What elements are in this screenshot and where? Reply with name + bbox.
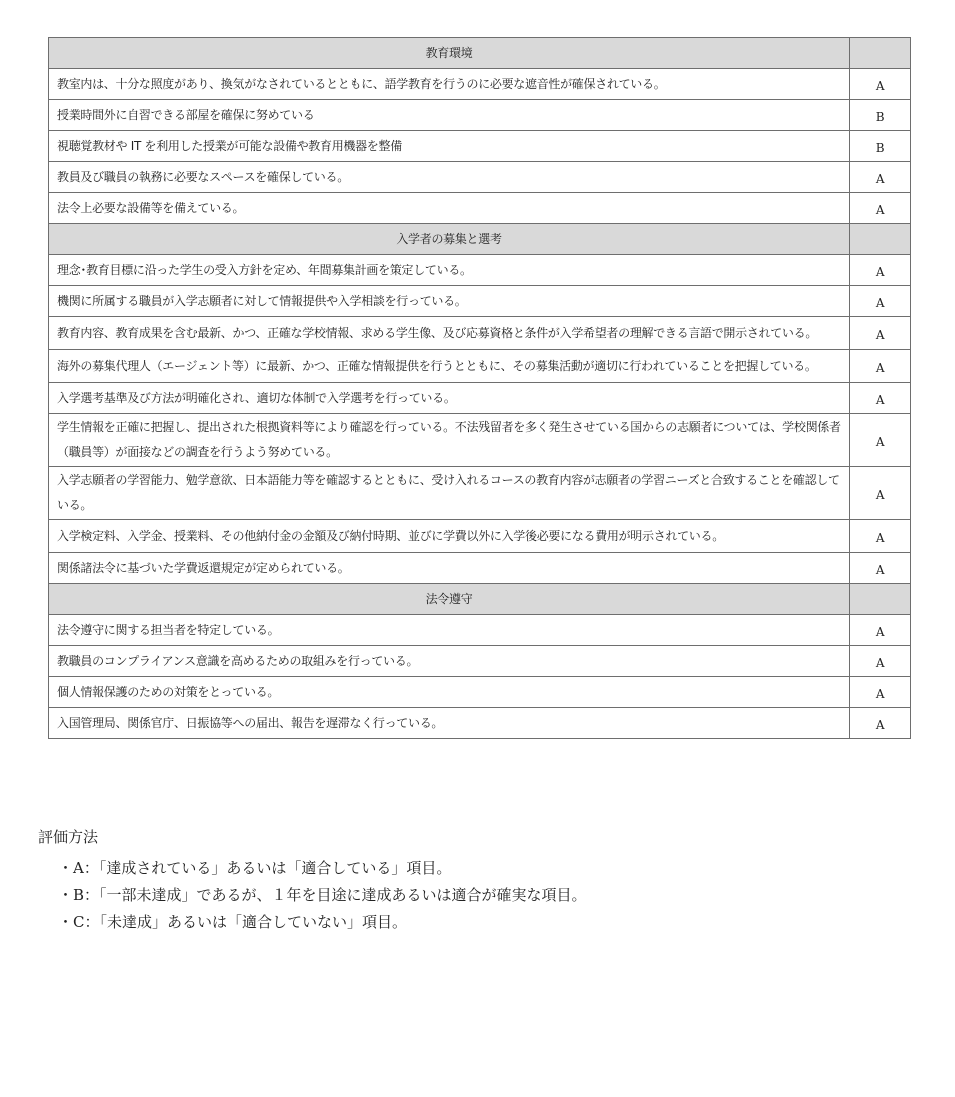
section-title: 法令遵守 [49, 584, 850, 615]
table-row [49, 414, 911, 467]
item-grade: A [850, 69, 911, 100]
table-row [49, 193, 911, 224]
table-row [49, 100, 911, 131]
item-text: 法令上必要な設備等を備えている。 [49, 193, 850, 224]
section-header-row [49, 38, 911, 69]
item-grade: A [850, 414, 911, 467]
evaluation-legend [38, 826, 587, 936]
item-grade: A [850, 317, 911, 350]
legend-line-a: ・A：「達成されている」あるいは「適合している」項目。 [58, 859, 452, 877]
table-row [49, 520, 911, 553]
item-text: 入学検定料、入学金、授業料、その他納付金の金額及び納付時期、並びに学費以外に入学後必要になる費用が明示されている。 [49, 520, 850, 553]
item-grade: A [850, 708, 911, 739]
item-grade: A [850, 553, 911, 584]
item-text: 機関に所属する職員が入学志願者に対して情報提供や入学相談を行っている。 [49, 286, 850, 317]
table-row [49, 467, 911, 520]
item-grade: B [850, 131, 911, 162]
item-text: 入学志願者の学習能力、勉学意欲、日本語能力等を確認するとともに、受け入れるコースの教育内容が志願者の学習ニーズと合致することを確認している。 [49, 467, 850, 520]
legend-line-c: ・C：「未達成」あるいは「適合していない」項目。 [58, 913, 407, 931]
table-row [49, 350, 911, 383]
item-grade: A [850, 350, 911, 383]
table-row [49, 677, 911, 708]
item-grade: A [850, 162, 911, 193]
item-text: 教職員のコンプライアンス意識を高めるための取組みを行っている。 [49, 646, 850, 677]
item-grade: A [850, 520, 911, 553]
item-text: 入学選考基準及び方法が明確化され、適切な体制で入学選考を行っている。 [49, 383, 850, 414]
table-row [49, 69, 911, 100]
section-header-row [49, 584, 911, 615]
item-text: 関係諸法令に基づいた学費返還規定が定められている。 [49, 553, 850, 584]
table-row [49, 615, 911, 646]
table-row [49, 317, 911, 350]
table-row [49, 255, 911, 286]
table-row [49, 286, 911, 317]
item-grade: A [850, 646, 911, 677]
item-text: 教員及び職員の執務に必要なスペースを確保している。 [49, 162, 850, 193]
item-text: 視聴覚教材や IT を利用した授業が可能な設備や教育用機器を整備 [49, 131, 850, 162]
item-text: 学生情報を正確に把握し、提出された根拠資料等により確認を行っている。不法残留者を多く発生させている国からの志願者については、学校関係者（職員等）が面接などの調査を行うよう努めている。 [49, 414, 850, 467]
table-row [49, 646, 911, 677]
item-text: 教室内は、十分な照度があり、換気がなされているとともに、語学教育を行うのに必要な遮音性が確保されている。 [49, 69, 850, 100]
item-text: 授業時間外に自習できる部屋を確保に努めている [49, 100, 850, 131]
section-grade-header [850, 224, 911, 255]
item-grade: A [850, 615, 911, 646]
section-title: 入学者の募集と選考 [49, 224, 850, 255]
table-row [49, 162, 911, 193]
table-row [49, 708, 911, 739]
legend-line-b: ・B：「一部未達成」であるが、１年を目途に達成あるいは適合が確実な項目。 [58, 886, 587, 904]
item-grade: A [850, 286, 911, 317]
item-grade: A [850, 467, 911, 520]
item-text: 海外の募集代理人（エージェント等）に最新、かつ、正確な情報提供を行うとともに、その募集活動が適切に行われていることを把握している。 [49, 350, 850, 383]
legend-title: 評価方法 [38, 828, 99, 846]
item-text: 教育内容、教育成果を含む最新、かつ、正確な学校情報、求める学生像、及び応募資格と条件が入学希望者の理解できる言語で開示されている。 [49, 317, 850, 350]
item-grade: A [850, 255, 911, 286]
section-header-row [49, 224, 911, 255]
item-grade: B [850, 100, 911, 131]
item-text: 理念･教育目標に沿った学生の受入方針を定め、年間募集計画を策定している。 [49, 255, 850, 286]
evaluation-table [48, 37, 911, 739]
item-text: 法令遵守に関する担当者を特定している。 [49, 615, 850, 646]
section-grade-header [850, 584, 911, 615]
item-grade: A [850, 193, 911, 224]
section-grade-header [850, 38, 911, 69]
item-grade: A [850, 383, 911, 414]
item-text: 入国管理局、関係官庁、日振協等への届出、報告を遅滞なく行っている。 [49, 708, 850, 739]
section-title: 教育環境 [49, 38, 850, 69]
table-row [49, 131, 911, 162]
table-row [49, 383, 911, 414]
item-grade: A [850, 677, 911, 708]
table-row [49, 553, 911, 584]
item-text: 個人情報保護のための対策をとっている。 [49, 677, 850, 708]
